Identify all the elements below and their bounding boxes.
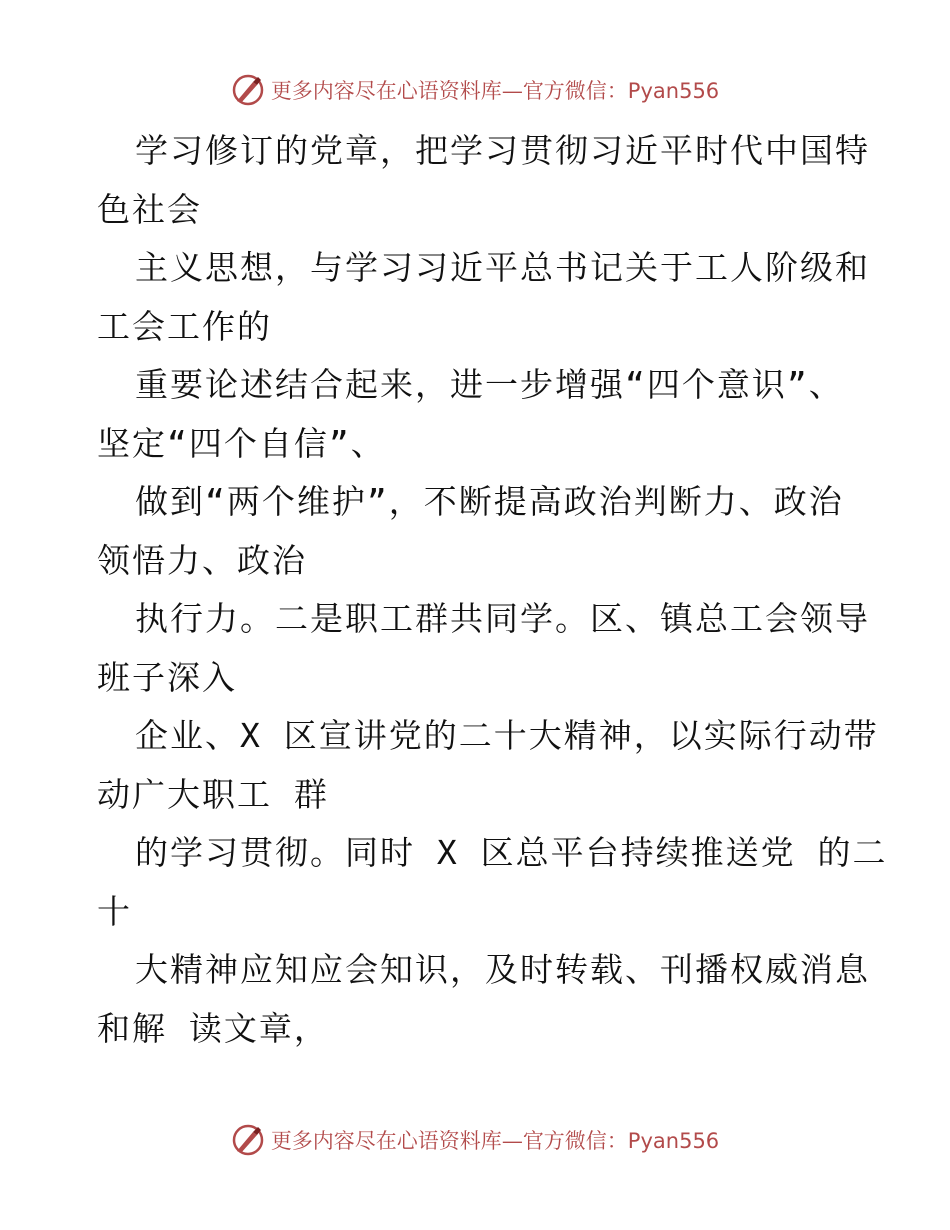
banner-wechat-text: 官方微信：Pyan556 (522, 79, 720, 103)
text-line: 主义思想，与学习习近平总书记关于工人阶级和 (135, 248, 870, 287)
header-banner (0, 70, 950, 110)
text-line: 工会工作的 (97, 306, 272, 346)
text-line: 学习修订的党章，把学习贯彻习近平时代中国特 (135, 131, 870, 170)
banner-text (271, 1125, 719, 1155)
text-line: 做到“两个维护”，不断提高政治判断力、政治 (135, 482, 844, 521)
text-line: 执行力。二是职工群共同学。区、镇总工会领导 (135, 599, 870, 638)
text-line: 和解 读文章， (97, 1008, 329, 1048)
banner-wechat-text: 官方微信：Pyan556 (522, 1129, 720, 1153)
text-line: 大精神应知应会知识，及时转载、刊播权威消息 (135, 950, 870, 989)
banner-dash: — (501, 79, 523, 103)
text-line: 坚定“四个自信”、 (97, 423, 386, 463)
footer-banner (0, 1120, 950, 1160)
text-line: 十 (97, 891, 132, 931)
text-line: 企业、X 区宣讲党的二十大精神，以实际行动带 (135, 716, 879, 755)
document-body (97, 122, 888, 1058)
text-line: 色社会 (97, 189, 202, 229)
banner-text (271, 75, 719, 105)
text-line: 班子深入 (97, 657, 237, 697)
text-line: 领悟力、政治 (97, 540, 307, 580)
banner-main-text: 更多内容尽在心语资料库 (270, 1129, 502, 1153)
text-line: 动广大职工 群 (97, 774, 329, 814)
text-line: 重要论述结合起来，进一步增强“四个意识”、 (135, 365, 844, 404)
pen-logo-icon (231, 1123, 265, 1157)
banner-main-text: 更多内容尽在心语资料库 (270, 79, 502, 103)
pen-logo-icon (231, 73, 265, 107)
text-line: 的学习贯彻。同时 X 区总平台持续推送党 的二 (135, 833, 888, 872)
banner-dash: — (501, 1129, 523, 1153)
